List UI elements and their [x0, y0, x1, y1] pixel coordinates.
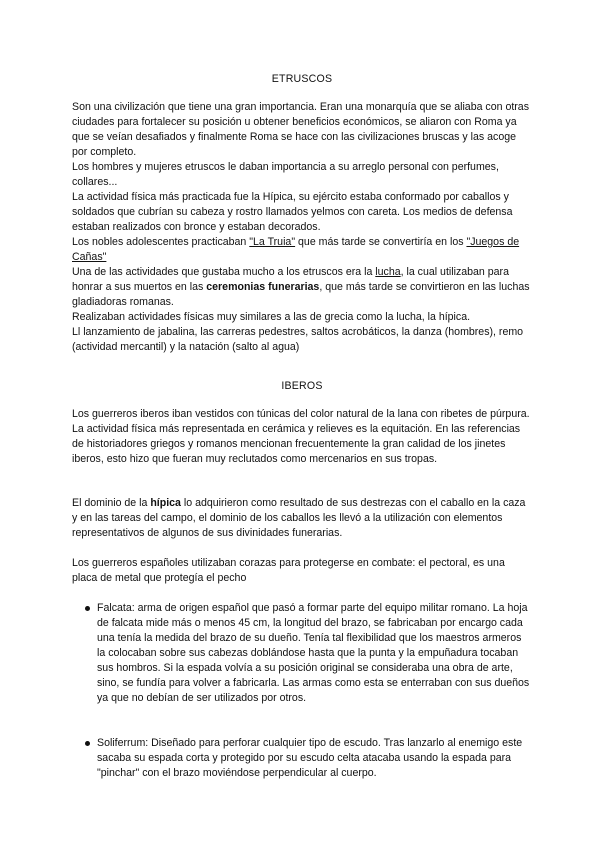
etruscos-paragraph-2: Los hombres y mujeres etruscos le daban importancia a su arreglo personal con perfumes, collares...: [72, 161, 499, 188]
list-item-soliferrum: [72, 736, 532, 781]
etruscos-paragraph-7: Ll lanzamiento de jabalina, las carreras pedestres, saltos acrobáticos, la danza (hombres), remo (actividad mercantil) y la natación (salto al agua): [72, 326, 524, 353]
iberos-p3-text-b: lo adquirieron como resultado de sus destrezas con el caballo en la caza y en las tareas del campo, el dominio de los caballos les llevó a la utilización con elementos representativos de algunos de sus divinidades funerarias.: [72, 497, 526, 539]
iberos-section-intro: [72, 407, 530, 467]
iberos-section-corazas: [72, 556, 530, 586]
iberos-p3-text-a: El dominio de la: [72, 497, 151, 509]
etruscos-paragraph-4: [72, 235, 530, 265]
etruscos-paragraph-3: La actividad física más practicada fue la Hípica, su ejército estaba conformado por caballos y soldados que cubrían su cabeza y rostro llamados yelmos con careta. Los medios de defensa estaban realizados con bronce y estaban decorados.: [72, 191, 513, 233]
weapons-list: [72, 601, 532, 706]
list-item-falcata: [72, 601, 532, 706]
etruscos-p4-text-a: Los nobles adolescentes practicaban: [72, 236, 250, 248]
hipica-bold: hípica: [150, 497, 181, 509]
iberos-paragraph-4: Los guerreros españoles utilizaban corazas para protegerse en combate: el pectoral, es una placa de metal que protegía el pecho: [72, 557, 505, 584]
iberos-paragraph-1: Los guerreros iberos iban vestidos con túnicas del color natural de la lana con ribetes de púrpura.: [72, 408, 530, 420]
etruscos-p5-text-c: , que más tarde se convirtieron en las luchas gladiadoras romanas.: [72, 281, 530, 308]
juegos-de-canas-link: "Juegos de Cañas": [72, 236, 520, 263]
etruscos-p5-text-b: , la cual utilizaban para honrar a sus muertos en las: [72, 266, 509, 293]
ceremonias-funerarias-bold: ceremonias funerarias: [206, 281, 320, 293]
etruscos-p5-text-a: Una de las actividades que gustaba mucho a los etruscos era la: [72, 266, 376, 278]
iberos-paragraph-3: [72, 496, 530, 541]
soliferrum-text: Soliferrum: Diseñado para perforar cualquier tipo de escudo. Tras lanzarlo al enemigo este sacaba su espada corta y protegido por su escudo celta atacaba usando la espada para "pinchar" con el brazo moviéndose perpendicular al cuerpo.: [97, 737, 523, 779]
etruscos-heading: ETRUSCOS: [271, 73, 333, 85]
bullet-icon: [85, 741, 90, 746]
etruscos-section: [72, 100, 530, 355]
falcata-text: Falcata: arma de origen español que pasó a formar parte del equipo militar romano. La hoja de falcata mide más o menos 45 cm, la longitud del brazo, se fabricaban por encargo cada una tenía la medida del brazo de su dueño. Tenía tal flexibilidad que los maestros armeros la colocaban sobre sus cabezas doblándose hasta que la punta y la empuñadura tocaban sus hombros. Si la espada volvía a su posición original se consideraba una obra de arte, sino, se fundía para volver a fabricarla. Las armas como esta se enterraban con sus dueños ya que no debían de ser utilizados por otros.: [97, 602, 530, 704]
lucha-link: lucha: [375, 266, 401, 278]
weapons-list-2: [72, 736, 532, 781]
la-truia-link: "La Truia": [249, 236, 296, 248]
iberos-paragraph-2: La actividad física más representada en cerámica y relieves es la equitación. En las referencias de historiadores griegos y romanos mencionan frecuentemente la gran calidad de los jinetes iberos, esto hizo que fueran muy reclutados como mercenarios en sus tropas.: [72, 423, 521, 465]
etruscos-paragraph-6: Realizaban actividades físicas muy similares a las de grecia como la lucha, la hípica.: [72, 311, 471, 323]
bullet-icon: [85, 606, 90, 611]
iberos-heading: IBEROS: [281, 380, 323, 392]
etruscos-paragraph-1: Son una civilización que tiene una gran importancia. Eran una monarquía que se aliaba con otras ciudades para fortalecer su posición u obtener beneficios económicos, se aliaron con Roma ya que se veían desafiados y finalmente Roma se hace con las civilizaciones bruscas y las acoge por completo.: [72, 101, 530, 158]
etruscos-paragraph-5: [72, 265, 530, 310]
iberos-section-hipica: [72, 496, 530, 541]
etruscos-p4-text-b: que más tarde se convertiría en los: [295, 236, 467, 248]
